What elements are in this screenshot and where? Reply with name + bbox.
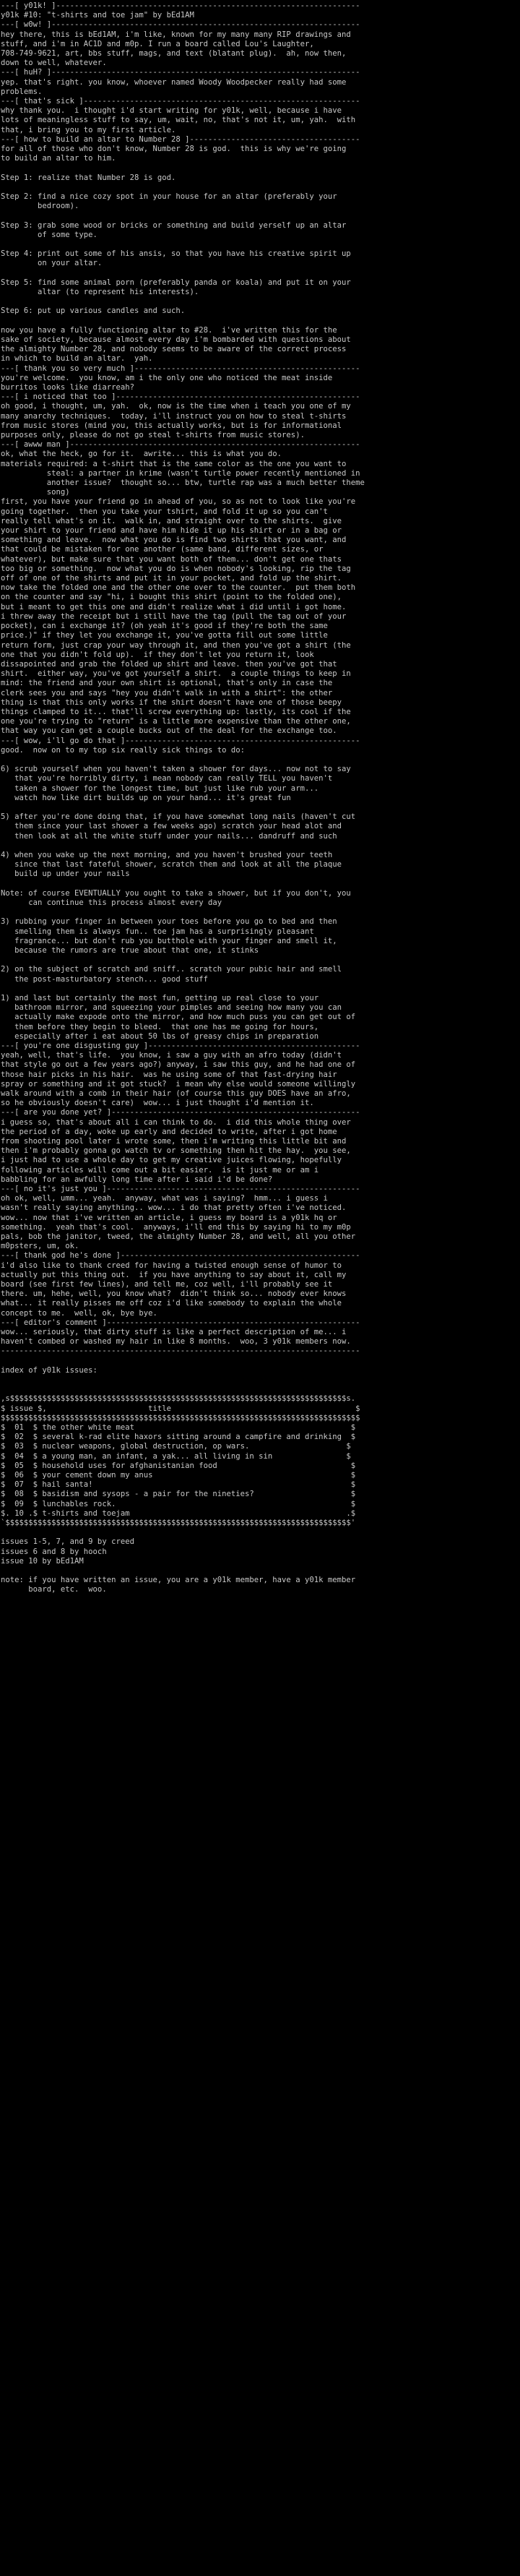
document-line: walk around with a comb in their hair (of course this guy DOES have an afro, xyxy=(1,1089,351,1098)
document-line: ---[ editor's comment ]------------------------------------------------------- xyxy=(1,1318,360,1327)
document-line: but i meant to get this one and didn't realize what i did until i got home. xyxy=(1,602,347,611)
document-line: shirt. either way, you've got yourself a shirt. a couple things to keep in xyxy=(1,669,351,679)
document-line: that, i bring you to my first article. xyxy=(1,125,176,134)
document-line xyxy=(1,269,520,278)
document-line: ---[ w0w! ]------------------------------------------------------------------- xyxy=(1,20,360,30)
document-line: following articles will come out a bit easier. is it just me or am i xyxy=(1,1165,319,1175)
document-line: `$$$$$$$$$$$$$$$$$$$$$$$$$$$$$$$$$$$$$$$$$$$$$$$$$$$$$$$$$$$$$$$$$$$$$$$$$$$' xyxy=(1,1519,356,1528)
document-line xyxy=(1,803,520,812)
document-line: them since your last shower a few weeks ago) scratch your head alot and xyxy=(1,822,342,831)
document-line: materials required: a t-shirt that is the same color as the one you want to xyxy=(1,459,347,468)
document-line: one you're trying to "return" is a little more expensive than the other one, xyxy=(1,717,351,726)
document-line: stuff, and i'm in AC1D and m0p. I run a board called Lou's Laughter, xyxy=(1,39,314,48)
document-line: $ 01 $ the other white meat $ xyxy=(1,1423,356,1432)
document-line: from shooting pool later i wrote some, then i'm writing this little bit and xyxy=(1,1136,347,1146)
document-line: note: if you have written an issue, you are a y01k member, have a y01k member xyxy=(1,1576,356,1585)
document-line: yeah, well, that's life. you know, i saw a guy with an afro today (didn't xyxy=(1,1051,342,1060)
document-line: problems. xyxy=(1,87,43,96)
document-line: now take the folded one and the other one over to the counter. put them both xyxy=(1,583,356,593)
document-line: $ 08 $ basidism and sysops - a pair for the nineties? $ xyxy=(1,1490,356,1499)
document-line: Step 3: grab some wood or bricks or something and build yerself up an altar xyxy=(1,220,347,230)
document-line: i guess so, that's about all i can think to do. i did this whole thing over xyxy=(1,1117,351,1127)
document-line: $ 06 $ your cement down my anus $ xyxy=(1,1471,356,1480)
document-line: fragrance... but don't rub you butthole with your finger and smell it, xyxy=(1,936,337,945)
document-line: yep. that's right. you know, whoever named Woody Woodpecker really had some xyxy=(1,77,347,87)
document-line: song) xyxy=(1,488,70,497)
document-line: lots of meaningless stuff to say, um, wait, no, that's not it, um, yah. with xyxy=(1,116,356,125)
document-line xyxy=(1,1357,520,1366)
document-line: that you're horribly dirty, i mean nobody can really TELL you haven't xyxy=(1,774,333,783)
document-line: watch how like dirt builds up on your hand... it's great fun xyxy=(1,793,291,802)
document-line: the almighty Number 28, and nobody seems to be aware of the correct process xyxy=(1,345,347,354)
document-line xyxy=(1,908,520,917)
document-line xyxy=(1,956,520,965)
document-line: ---[ i noticed that too ]----------------------------------------------------- xyxy=(1,392,360,402)
document-line: 6) scrub yourself when you haven't taken a shower for days... now not to say xyxy=(1,765,351,774)
document-line: why thank you. i thought i'd start writing for y01k, well, because i have xyxy=(1,106,342,116)
document-line: on the counter and say "hi, i bought this shirt (point to the folded one), xyxy=(1,593,342,602)
document-line: to build an altar to him. xyxy=(1,154,116,163)
document-line: actually make expode onto the mirror, and how much puss you can get out of xyxy=(1,1013,356,1022)
document-line: another issue? thought so... btw, turtle rap was a much better theme xyxy=(1,478,365,488)
document-line: that way you can get a couple bucks out of the deal for the exchange too. xyxy=(1,726,337,736)
document-line: so he obviously doesn't care) wow... i just thought i'd mention it. xyxy=(1,1099,314,1108)
document-line: whatever), but make sure that you want both of them... don't get one thats xyxy=(1,554,342,564)
document-line xyxy=(1,183,520,192)
document-line xyxy=(1,297,520,306)
document-line: thing is that this only works if the shirt doesn't have one of those beepy xyxy=(1,697,342,707)
document-line: $ 02 $ several k-rad elite haxors sitting around a campfire and drinking $ xyxy=(1,1433,356,1442)
document-line: i just had to use a whole day to get my creative juices flowing, hopefully xyxy=(1,1156,342,1165)
document-line: Step 2: find a nice cozy spot in your house for an altar (preferably your xyxy=(1,192,337,202)
document-line: hey there, this is bEd1AM, i'm like, known for my many many RIP drawings and xyxy=(1,30,351,39)
document-line: i'd also like to thank creed for having a twisted enough sense of humor to xyxy=(1,1261,342,1270)
document-line: ---[ y01k! ]------------------------------------------------------------------ xyxy=(1,1,360,10)
document-line: actually put this thing out. if you have anything to say about it, call my xyxy=(1,1270,347,1279)
document-line: issues 1-5, 7, and 9 by creed xyxy=(1,1537,134,1547)
document-line xyxy=(1,880,520,889)
document-line xyxy=(1,1375,520,1385)
document-line: y01k #10: "t-shirts and toe jam" by bEd1AM xyxy=(1,11,194,20)
document-line: taken a shower for the longest time, but just like rub your arm... xyxy=(1,783,319,793)
document-line: altar (to represent his interests). xyxy=(1,288,199,297)
document-line: price.)" if they let you exchange it, you've gotta fill out some little xyxy=(1,631,328,640)
document-line: them before they begin to bleed. that one has me going for hours, xyxy=(1,1022,319,1031)
document-line: m0psters, um, ok. xyxy=(1,1242,79,1251)
document-line: many anarchy techniques. today, i'll instruct you on how to steal t-shirts xyxy=(1,411,347,421)
document-line: down to well, whatever. xyxy=(1,59,107,68)
document-line: going together. then you take your tshirt, and fold it up so you can't xyxy=(1,507,328,516)
document-line: wow... now that i've written an article, i guess my board is a y01k hq or xyxy=(1,1213,337,1222)
document-line: then look at all the white stuff under your nails... dandruff and such xyxy=(1,831,337,841)
document-line: ------------------------------------------------------------------------------ xyxy=(1,1347,360,1356)
document-line: Step 4: print out some of his ansis, so that you have his creative spirit up xyxy=(1,249,351,259)
document-line: oh ok, well, umm... yeah. anyway, what was i saying? hmm... i guess i xyxy=(1,1194,328,1203)
document-line: something and leave. now what you do is find two shirts that you want, and xyxy=(1,536,347,545)
document-line: concept to me. well, ok, bye bye. xyxy=(1,1308,157,1318)
document-line: bathroom mirror, and squeezing your pimples and seeing how many you can xyxy=(1,1003,342,1013)
document-line: ---[ thank you so very much ]------------------------------------------------- xyxy=(1,364,360,373)
document-line: purposes only, please do not go steal t-shirts from music stores). xyxy=(1,431,305,440)
document-line: haven't combed or washed my hair in like 8 months. woo, 3 y01k members now. xyxy=(1,1337,351,1347)
document-line xyxy=(1,211,520,220)
document-line: board (see first few lines), and tell me, coz well, i'll probably see it xyxy=(1,1280,333,1289)
document-line: pocket), can i exchange it? (oh yeah it's good if they're both the same xyxy=(1,622,328,631)
document-line: 3) rubbing your finger in between your toes before you go to bed and then xyxy=(1,917,337,927)
document-line: $ 09 $ lunchables rock. $ xyxy=(1,1499,356,1508)
document-line: ---[ no it's just you ]------------------------------------------------------- xyxy=(1,1184,360,1193)
document-line: $. 10 .$ t-shirts and toejam .$ xyxy=(1,1508,356,1518)
document-line xyxy=(1,163,520,173)
document-line: burritos looks like diarreah? xyxy=(1,383,134,392)
document-line: that could be mistaken for one another (same band, different sizes, or xyxy=(1,545,324,554)
document-line: issue 10 by bEd1AM xyxy=(1,1556,84,1566)
document-line: ---[ how to build an altar to Number 28 ]------------------------------------- xyxy=(1,134,360,144)
document-line: 4) when you wake up the next morning, and you haven't brushed your teeth xyxy=(1,850,333,859)
document-line: Step 6: put up various candles and such. xyxy=(1,306,186,316)
document-line: ---[ wow, i'll go do that ]--------------------------------------------------- xyxy=(1,736,360,745)
document-line: spray or something and it got stuck? i mean why else would someone willingly xyxy=(1,1079,356,1089)
document-line: of some type. xyxy=(1,230,98,239)
document-line: that style go out a few years ago?) anyway, i saw this guy, and he had one of xyxy=(1,1060,356,1070)
document-line xyxy=(1,984,520,994)
document-line xyxy=(1,1385,520,1394)
document-line xyxy=(1,1528,520,1537)
document-line: wasn't really saying anything.. wow... i do that pretty often i've noticed. xyxy=(1,1203,347,1213)
document-line: smelling them is always fun.. toe jam has a surprisingly pleasant xyxy=(1,927,314,936)
document-line: off of one of the shirts and put it in your pocket, and fold up the shirt. xyxy=(1,574,342,583)
document-line: dissapointed and grab the folded up shirt and leave. then you've got that xyxy=(1,659,337,669)
document-line: things clamped to it... that'll screw everything up: lastly, its cool if the xyxy=(1,707,351,716)
document-line: the post-masturbatory stench... good stuff xyxy=(1,974,209,984)
document-line: then i'm probably gonna go watch tv or something then hit the hay. you see, xyxy=(1,1146,351,1156)
document-line xyxy=(1,317,520,326)
document-line: too big or something. now what you do is when nobody's looking, rip the tag xyxy=(1,564,351,573)
document-line: in which to build an altar. yah. xyxy=(1,354,153,364)
document-line: can continue this process almost every day xyxy=(1,898,222,907)
document-line: index of y01k issues: xyxy=(1,1365,98,1375)
document-line: babbling for an awfully long time after i said i'd be done? xyxy=(1,1175,273,1184)
document-line: on your altar. xyxy=(1,259,103,268)
document-line: there. um, hehe, well, you know what? didn't think so... nobody ever knows xyxy=(1,1289,347,1299)
document-line: ---[ you're one disgusting guy ]---------------------------------------------- xyxy=(1,1041,360,1050)
document-line xyxy=(1,755,520,765)
document-line: pals, bob the janitor, tweed, the almighty Number 28, and well, all you other xyxy=(1,1232,356,1241)
document-line: sake of society, because almost every day i'm bombarded with questions about xyxy=(1,335,351,344)
document-line: wow... seriously, that dirty stuff is like a perfect description of me... i xyxy=(1,1328,347,1337)
document-line: now you have a fully functioning altar to #28. i've written this for the xyxy=(1,325,337,335)
document-line: from music stores (mind you, this actually works, but is for informational xyxy=(1,421,342,430)
document-line: your shirt to your friend and have him hide it up his shirt or in a bag or xyxy=(1,526,342,536)
document-line: since that last fateful shower, scratch them and look at all the plaque xyxy=(1,860,342,870)
document-line: ---[ awww man ]--------------------------------------------------------------- xyxy=(1,440,360,450)
document-line: ---[ thank god he's done ]---------------------------------------------------- xyxy=(1,1251,360,1261)
document-line: $$$$$$$$$$$$$$$$$$$$$$$$$$$$$$$$$$$$$$$$$$$$$$$$$$$$$$$$$$$$$$$$$$$$$$$$$$$$$$ xyxy=(1,1413,360,1422)
document-line: because the rumors are true about that one, it stinks xyxy=(1,945,259,955)
document-line: ok, what the heck, go for it. awrite... this is what you do. xyxy=(1,450,282,459)
document-line: $ 05 $ household uses for afghanistanian food $ xyxy=(1,1461,356,1470)
document-line: bedroom). xyxy=(1,202,79,211)
document-line: good. now on to my top six really sick things to do: xyxy=(1,745,246,755)
document-line: ---[ are you done yet? ]------------------------------------------------------ xyxy=(1,1108,360,1117)
document-line: you're welcome. you know, am i the only one who noticed the meat inside xyxy=(1,373,333,382)
document-line: $ 07 $ hail santa! $ xyxy=(1,1480,356,1490)
document-line: 708-749-9621, art, bbs stuff, mags, and text (blatant plug). ah, now then, xyxy=(1,49,347,59)
document-line: $ issue $, title $ xyxy=(1,1404,360,1413)
document-line: board, etc. woo. xyxy=(1,1585,107,1594)
document-line: 5) after you're done doing that, if you have somewhat long nails (haven't cut xyxy=(1,812,356,822)
document-line: clerk sees you and says "hey you didn't walk in with a shirt": the other xyxy=(1,688,333,697)
document-line: build up under your nails xyxy=(1,870,130,879)
document-line: really tell what's on it. walk in, and straight over to the shirts. give xyxy=(1,516,342,525)
document-line: for all of those who don't know, Number 28 is god. this is why we're going xyxy=(1,145,347,154)
document-line: mind: the friend and your own shirt is optional, that's only in case the xyxy=(1,679,333,688)
document-line: issues 6 and 8 by hooch xyxy=(1,1547,107,1556)
document-line: ,s$$$$$$$$$$$$$$$$$$$$$$$$$$$$$$$$$$$$$$$$$$$$$$$$$$$$$$$$$$$$$$$$$$$$$$$$$s. xyxy=(1,1394,356,1404)
document-line: Step 1: realize that Number 28 is god. xyxy=(1,173,176,182)
document-line xyxy=(1,240,520,249)
document-line: $ 04 $ a young man, an infant, a yak... all living in sin $ xyxy=(1,1451,351,1461)
document-line: those hair picks in his hair. was he using some of that fast-drying hair xyxy=(1,1070,337,1079)
document-line: Step 5: find some animal porn (preferably panda or koala) and put it on your xyxy=(1,278,351,287)
document-line: 1) and last but certainly the most fun, getting up real close to your xyxy=(1,993,319,1003)
document-line: what... it really pisses me off coz i'd like somebody to explain the whole xyxy=(1,1299,342,1308)
document-line: Note: of course EVENTUALLY you ought to take a shower, but if you don't, you xyxy=(1,888,351,898)
document-line: especially after i eat about 50 lbs of greasy chips in preparation xyxy=(1,1031,319,1041)
document-line: the period of a day, woke up early and decided to write, after i got home xyxy=(1,1127,337,1136)
document-line: return form, just crap your way through it, and then you've got a shirt (the xyxy=(1,640,351,650)
document-line: ---[ huH? ]------------------------------------------------------------------- xyxy=(1,68,360,77)
document-line: $ 03 $ nuclear weapons, global destruction, op wars. $ xyxy=(1,1442,351,1451)
document-line: oh good, i thought, um, yah. ok, now is the time when i teach you one of my xyxy=(1,402,351,411)
document-line: something. yeah that's cool. anyways, i'll end this by saying hi to my m0p xyxy=(1,1222,351,1232)
document-line xyxy=(1,1566,520,1576)
document-line: 2) on the subject of scratch and sniff.. scratch your pubic hair and smell xyxy=(1,965,342,974)
document-line xyxy=(1,841,520,851)
document-line: ---[ that's sick ]------------------------------------------------------------ xyxy=(1,97,360,106)
document-line: steal: a partner in krime (wasn't turtle power recently mentioned in xyxy=(1,468,360,478)
document-line: first, you have your friend go in ahead of you, so as not to look like you're xyxy=(1,497,356,507)
document-line: i threw away the receipt but i still have the tag (pull the tag out of your xyxy=(1,611,347,621)
document-line: one that you didn't fold up). if they don't let you return it, look xyxy=(1,650,314,659)
